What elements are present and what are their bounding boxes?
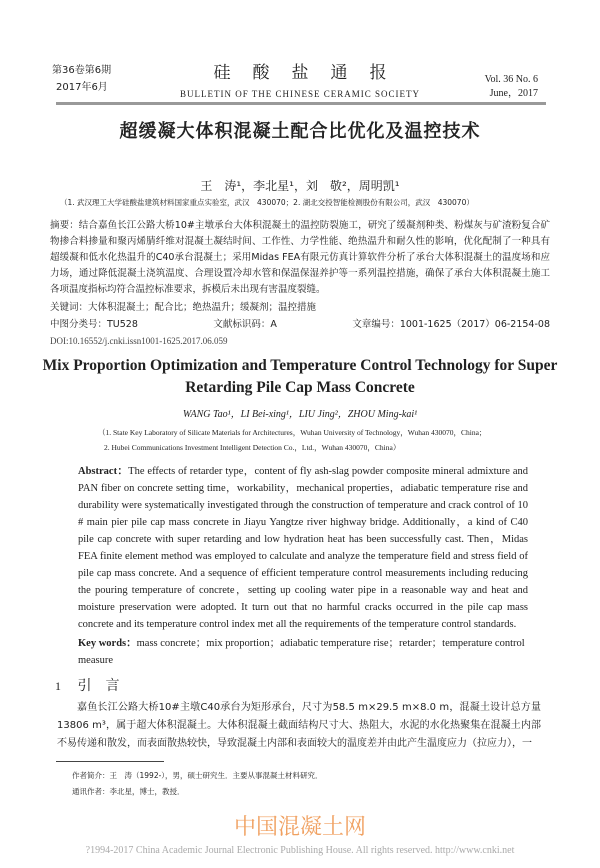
keywords-en-label: Key words： — [78, 638, 137, 649]
title-en: Mix Proportion Optimization and Temperature Control Technology for Super Retarding Pile Cap Mass Concrete — [42, 357, 558, 396]
footnotes — [72, 768, 600, 800]
header-rule — [56, 102, 546, 105]
abstract-en — [78, 463, 528, 633]
affiliation-en-2: 2. Hubei Communications Investment Intelligent Detection Co.，Ltd.，Wuhan 430070，China） — [104, 443, 401, 452]
section-number: 1 — [55, 679, 61, 693]
copyright-footer: ?1994-2017 China Academic Journal Electronic Publishing House. All rights reserved. http://www.cnki.net — [85, 845, 515, 856]
journal-masthead — [170, 58, 430, 99]
title-cn: 超缓凝大体积混凝土配合比优化及温控技术 — [119, 121, 481, 142]
section-heading — [55, 675, 600, 697]
date-cn: 2017年6月 — [56, 82, 108, 93]
footnote-author: 作者简介：王 涛（1992-），男，硕士研究生．主要从事混凝土材料研究． — [72, 771, 323, 780]
authors-cn: 王 涛¹，李北星¹，刘 敬²，周明凯¹ — [200, 179, 400, 193]
abstract-en-label: Abstract： — [78, 466, 129, 477]
footnote-rule — [56, 761, 164, 762]
date-en: June，2017 — [489, 88, 538, 99]
footnote-corresponding: 通讯作者：李北星，博士，教授． — [72, 787, 185, 796]
abstract-cn: 摘要：结合嘉鱼长江公路大桥10#主墩承台大体积混凝土的温控防裂施工，研究了缓凝剂种类、粉煤灰与矿渣粉复合矿物掺合料掺量和聚丙烯腈纤维对混凝土凝结时间、工作性、力学性能、绝热温升和耐久性的影响，优化配制了一种具有超缓凝和低水化热温升的C40承台混凝土；采用Midas FEA有限元仿真计算软件分析了承台大体积混凝土的温度场和应力场，通过降低混凝土浇筑温度、合理设置冷却水管和保温保湿养护等一系列温控措施，确保了承台大体积混凝土施工各项温度指标均符合温控标准要求，拆模后未出现有害温度裂缝。 — [50, 220, 550, 295]
affiliation-en-1: （1. State Key Laboratory of Silicate Materials for Architectures，Wuhan University of Technology，Wuhan 430070，China； — [98, 428, 487, 437]
section-title: 引 言 — [77, 678, 120, 694]
volume-en: Vol. 36 No. 6 — [484, 74, 538, 85]
article-body — [0, 112, 600, 868]
watermark-logo: 中国混凝土网 — [233, 815, 366, 840]
doc-code: 文献标识码：A — [213, 319, 277, 330]
keywords-en — [78, 635, 528, 669]
intro-paragraph: 嘉鱼长江公路大桥10#主墩C40承台为矩形承台，尺寸为58.5 m×29.5 m×8.0 m，混凝土设计总方量13806 m³，属于超大体积混凝土。大体积混凝土截面结构尺寸大、热阻大，水泥的水化热聚集在混凝土内部不易传递和散发，而表面散热较快，导致混凝土内部和表面较大的温度差并由此产生温度应力（拉应力），一 — [57, 702, 541, 749]
abstract-en-text: The effects of retarder type，content of fly ash-slag powder composite mineral admixture and PAN fiber on concrete setting time，workability，mechanical properties，adiabatic temperature rise and durability were systematically investigated through the construction of temperature and crack control of 10 # main pier pile cap mass concrete in Jiayu Yangtze river highway bridge. Additionally，a kind of C40 pile cap concrete with super retarding and low hydration heat has been successfully cast. Then，Midas FEA finite element method was employed to calculate and analyze the temperature field and stress field of pile cap mass concrete. And a sequence of efficient temperature control measurements including reducing the pouring temperature of concrete，setting up cooling water pipe in a reasonable way and heat and moisture preservation were adopted. It turn out that no harmful cracks occurred in the pile cap mass concrete and its temperature control index met all the requirements of the temperature control standards. — [78, 466, 529, 630]
authors-en: WANG Tao¹，LI Bei-xing¹，LIU Jing²，ZHOU Ming-kai¹ — [182, 409, 418, 420]
classification-row — [50, 317, 550, 332]
article-number: 文章编号：1001-1625（2017）06-2154-08 — [352, 319, 550, 330]
doi: DOI:10.16552/j.cnki.issn1001-1625.2017.06.059 — [50, 336, 228, 346]
affiliation-en — [98, 425, 570, 455]
volume-cn: 第36卷第6期 — [52, 65, 112, 76]
header-volume-en — [485, 73, 538, 101]
keywords-cn: 关键词：大体积混凝土；配合比；绝热温升；缓凝剂；温控措施 — [50, 302, 317, 313]
classification: 中图分类号：TU528 — [50, 319, 138, 330]
header-issue — [52, 62, 111, 96]
affiliation-cn: （1. 武汉理工大学硅酸盐建筑材料国家重点实验室，武汉 430070；2. 湖北交投智能检测股份有限公司，武汉 430070） — [60, 198, 474, 207]
keywords-en-text: mass concrete；mix proportion；adiabatic temperature rise；retarder；temperature control measure — [78, 638, 525, 666]
journal-name-cn: 硅酸盐通报 — [213, 63, 409, 83]
journal-name-en: BULLETIN OF THE CHINESE CERAMIC SOCIETY — [179, 89, 421, 99]
